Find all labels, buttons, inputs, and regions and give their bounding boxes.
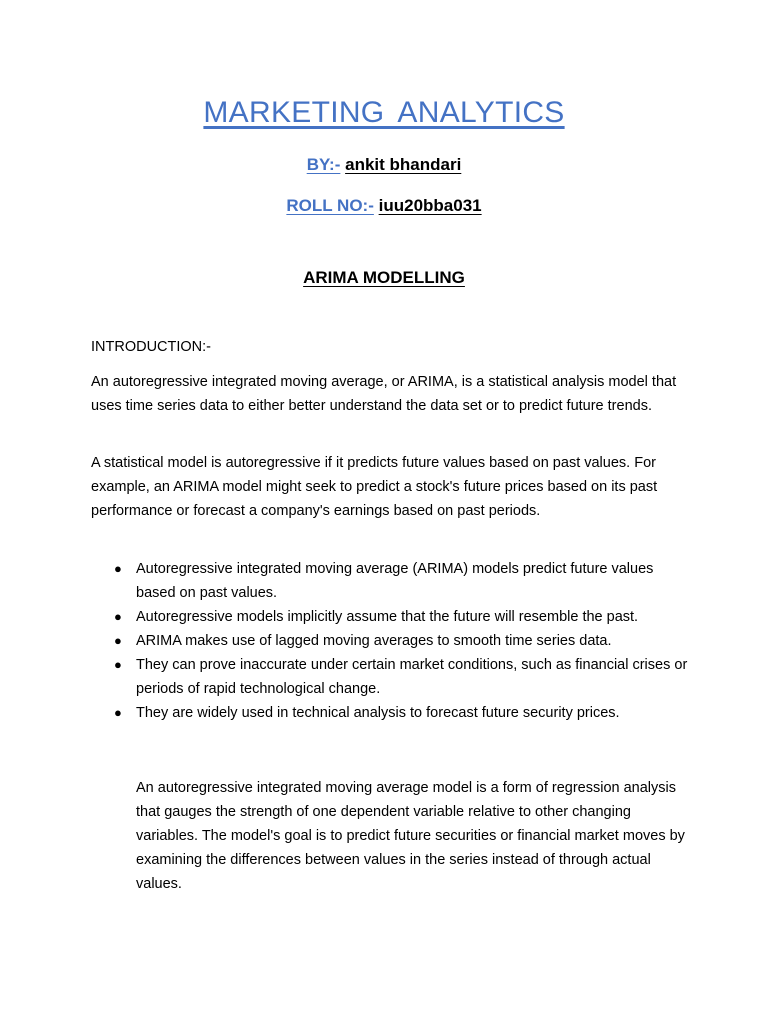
paragraph-autoregressive: A statistical model is autoregressive if it predicts future values based on past values. For example, an ARIMA model might seek to predict a stock's future prices based on its past performance or forecast a company's earnings based on past periods. (91, 455, 658, 519)
author-label: BY:- (306, 155, 341, 174)
roll-number-label: ROLL NO:- (286, 196, 374, 215)
list-item (114, 557, 688, 605)
bullet-icon: ● (114, 561, 122, 576)
list-item (114, 605, 688, 629)
list-item (114, 653, 688, 701)
bullet-icon: ● (114, 633, 122, 648)
bullet-icon: ● (114, 705, 122, 720)
bullet-icon: ● (114, 609, 122, 624)
list-item-text: Autoregressive models implicitly assume that the future will resemble the past. (136, 609, 639, 625)
author-name: ankit bhandari (345, 155, 462, 174)
list-item-text: ARIMA makes use of lagged moving averages to smooth time series data. (136, 633, 612, 649)
key-points-list (114, 557, 688, 725)
list-item-text: They are widely used in technical analysis to forecast future security prices. (136, 705, 620, 721)
list-item (114, 629, 688, 653)
author-line (0, 155, 768, 175)
list-item-text: They can prove inaccurate under certain market conditions, such as financial crises or periods of rapid technological change. (136, 657, 688, 697)
paragraph-definition: An autoregressive integrated moving average, or ARIMA, is a statistical analysis model that uses time series data to either better understand the data set or to predict future trends. (91, 374, 677, 414)
list-item (114, 701, 688, 725)
section-title: ARIMA MODELLING (303, 268, 465, 287)
bullet-icon: ● (114, 657, 122, 672)
paragraph-regression: An autoregressive integrated moving average model is a form of regression analysis that gauges the strength of one dependent variable relative to other changing variables. The model's goal is to predict future securities or financial market moves by examining the differences between values in the series instead of through actual values. (136, 780, 685, 892)
document-title: MARKETING ANALYTICS (203, 96, 565, 129)
list-item-text: Autoregressive integrated moving average (ARIMA) models predict future values based on past values. (136, 561, 654, 601)
introduction-heading: INTRODUCTION:- (91, 339, 212, 355)
roll-number-value: iuu20bba031 (378, 196, 482, 215)
roll-number-line (0, 196, 768, 216)
